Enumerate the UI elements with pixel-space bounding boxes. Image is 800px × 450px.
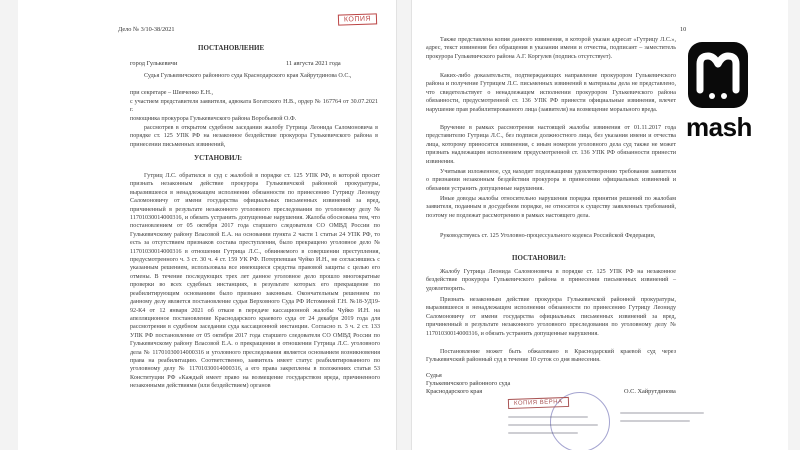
- stamp-line-1: [508, 416, 588, 418]
- paragraph-satisfy: Жалобу Гутрица Леонида Саломоновича в порядке ст. 125 УПК РФ на незаконное бездействие прокурора Гулькевичского района в принесении письменных извинений – удовлетворить.: [426, 269, 676, 292]
- body-text: Гутриц Л.С. обратился в суд с жалобой в порядке ст. 125 УПК РФ, в которой просит признать незаконным действие прокурора Гулькевичской районной прокуратуры, выразившееся в ненадлежащем исполнении обязанности по принесению Гутрицу Леониду Саломоновичу от имени государства официальных письменных извинений за вред, причиненный в результате незаконного уголовного преследования по уголовному делу № 11701030014000316, и обязать устранить допущенные нарушения. Жалоба обоснована тем, что постановлением от 05 октября 2017 года старшего следователя СО ОМВД России по Гулькевичскому району Власовой Е.А. на основании пункта 2 части 1 статьи 24 УПК РФ, то есть за отсутствием признаков состава преступления, было прекращено уголовное дело № 11701030014000316 в отношении Гутрица Л.С., обвиняемого в совершении преступления, предусмотренного ч. 3 ст. 30 ч. 4 ст. 159 УК РФ. Потерпевшая Чуйко И.Н., не согласившись с указанным решением, использовала все имеющиеся средства правовой защиты с целью его отмены. В течение последующих трех лет данное уголовное дело прошло многократные проверки во всех судебных инстанциях, в результате которых его прекращение по реабилитирующим основаниям было признано законным. Окончательным решением по данному делу является постановление судьи Верховного Суда РФ Истоминой Г.Н. №18-УД19-92-К4 от 12 января 2021 об отказе в передаче кассационной жалобы Чуйко И.Н. на апелляционное постановление Краснодарского краевого суда от 24 декабря 2019 года для рассмотрения в судебном заседании суда кассационной инстанции. Согласно п. 3 ч. 2 ст. 133 УПК РФ постановление от 05 октября 2017 года старшего следователя СО ОМВД России по Гулькевичскому району Власовой Е.А. о прекращении в отношении Гутрица Л.С. уголовного дела № 11701030014000316 и уголовного преследования является основанием возникновения права на реабилитацию. Соответственно, заявитель имеет статус реабилитированного по уголовному делу № 11701030014000316, а его права закреплены в положениях статьи 53 Конституции РФ «Каждый имеет право на возмещение государством вреда, причиненного незаконными действиями (или бездействием) органов: [130, 173, 380, 390]
- intro-representative: с участием представителя заявителя, адвоката Богатского Н.В., ордер № 167764 от 30.07.2021 г.: [130, 99, 378, 114]
- stamp-line-4: [620, 412, 704, 414]
- paragraph-guided-by: Руководствуясь ст. 125 Уголовно-процессуального кодекса Российской Федерации,: [440, 233, 656, 239]
- stamp-line-5: [620, 420, 690, 422]
- signer-name: О.С. Хайрутдинова: [624, 388, 676, 395]
- signature-title-judge: Судья: [426, 372, 442, 379]
- paragraph-other-arguments: Иные доводы жалобы относительно нарушения порядка принятия решений по жалобам заявителя, поданным в досудебном порядке, не относятся к существу заявленных требований, поэтому не подлежат рассмотрению в рамках настоящего дела.: [426, 196, 676, 219]
- mash-logo: [686, 42, 794, 142]
- section-heading-resolved: ПОСТАНОВИЛ:: [512, 254, 566, 262]
- document-page-left: [18, 0, 396, 450]
- stamp-line-2: [508, 424, 598, 426]
- city: город Гулькевичи: [130, 60, 178, 67]
- intro-judge: Судья Гулькевичского районного суда Краснодарского края Хайрутдинова О.С.,: [144, 73, 352, 79]
- intro-prosecutor: помощника прокурора Гулькевичского района Воробьевой О.Ф.: [130, 116, 297, 122]
- paragraph-appeal: Постановление может быть обжаловано в Краснодарский краевой суд через Гулькевичский районный суд в течение 10 суток со дня вынесения.: [426, 349, 676, 364]
- document-title: ПОСТАНОВЛЕНИЕ: [198, 44, 265, 52]
- paragraph-delivery: Вручение в рамках рассмотрения настоящей жалобы извинения от 01.11.2017 года представителю Гутрица Л.С., без подписи должностного лица, без указания имени и отчества лица, которому приносятся извинения, с иным номером уголовного дела суд также не может признать надлежащим исполнением предусмотренной ст. 136 УПК РФ обязанности принести извинения.: [426, 125, 676, 165]
- paragraph-copy-apology: Также представлена копия данного извинения, в которой указан адресат «Гутрицу Л.С.», адрес, текст извинения без обращения в указании имени и отчества, подписант – заместитель прокурора Гулькевичского района А.Г. Коргулев (подпись отсутствует).: [426, 37, 676, 60]
- paragraph-considering: Учитывая изложенное, суд находит подлежащими удовлетворению требования заявителя о признании незаконным бездействия прокурора и принесении официальных извинений и обязании устранить допущенные нарушения.: [426, 169, 676, 192]
- signature-title-region: Краснодарского края: [426, 388, 483, 395]
- signature-title-court: Гулькевичского районного суда: [426, 380, 511, 387]
- page-fade: [130, 424, 380, 446]
- stamp-line-3: [508, 432, 578, 434]
- page-number: 10: [680, 26, 687, 33]
- section-heading-established: УСТАНОВИЛ:: [194, 154, 243, 162]
- case-number: Дело № 3/10-38/2021: [118, 26, 175, 33]
- copy-stamp: КОПИЯ: [338, 13, 377, 25]
- document-date: 11 августа 2021 года: [286, 60, 341, 67]
- intro-complaint: рассмотрев в открытом судебном заседании жалобу Гутрица Леонида Саломоновича в порядке ст. 125 УПК РФ на незаконное бездействие прокурора Гулькевичского района в принесении письменных извинений,: [130, 125, 378, 148]
- mash-logo-icon: [688, 42, 748, 108]
- mash-logo-word: mash: [686, 112, 752, 142]
- copy-verified-stamp: КОПИЯ ВЕРНА: [508, 397, 569, 409]
- intro-secretary: при секретаре – Шевченко Е.Н.,: [130, 90, 214, 96]
- paragraph-no-evidence: Каких-либо доказательств, подтверждающих направление прокурором Гулькевичского района и получение Гутрицем Л.С. письменных извинений в материалы дела не представлено, что свидетельствует о ненадлежащем исполнении прокурором Гулькевичского района обязанности, предусмотренной ст. 136 УПК РФ принести официальные извинения, влечет нарушение прав реабилитированного лица (заявителя) на возмещение морального вреда.: [426, 73, 676, 113]
- paragraph-declare-unlawful: Признать незаконным действие прокурора Гулькевичской районной прокуратуры, выразившееся в ненадлежащем исполнении обязанности по принесению Гутрицу Леониду Саломоновичу от имени государства официальных письменных извинений за вред, причиненный в результате незаконного уголовного преследования по уголовному делу № 11701030014000316, и обязать устранить допущенные нарушения.: [426, 297, 676, 337]
